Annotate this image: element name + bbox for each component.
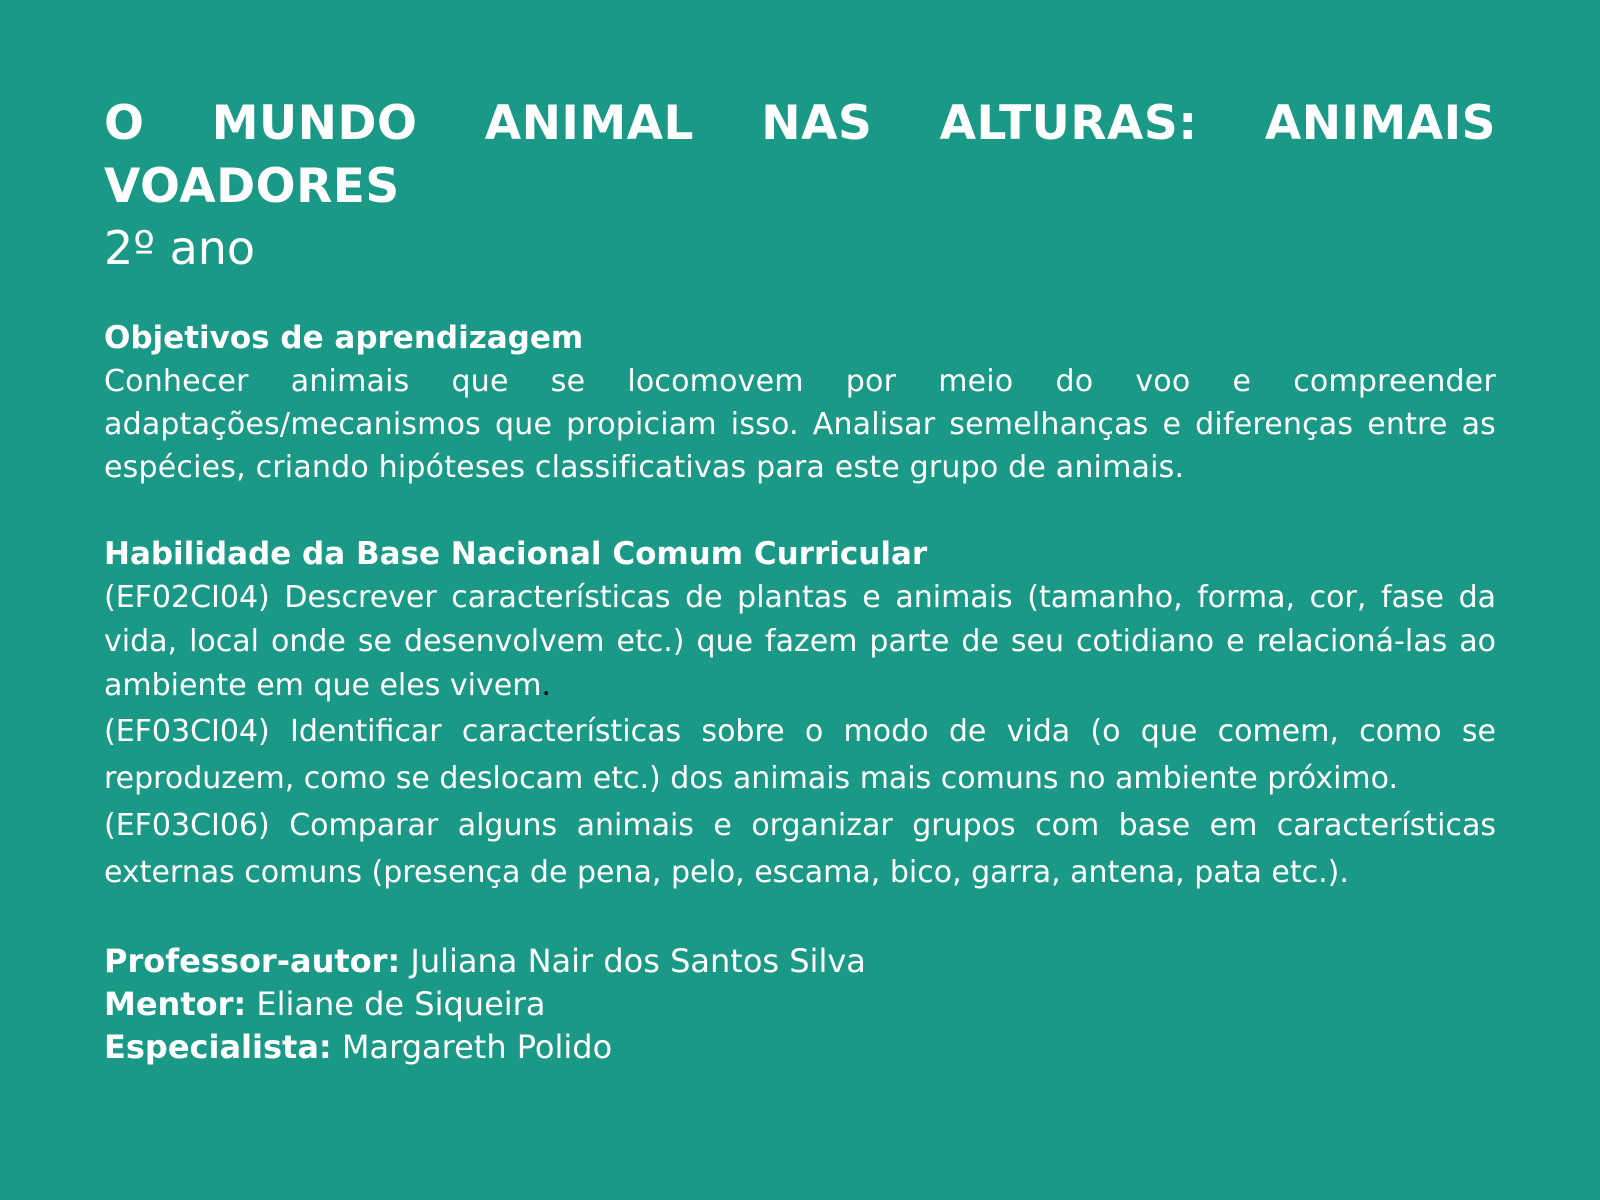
objectives-section bbox=[104, 316, 1496, 489]
bncc-heading: Habilidade da Base Nacional Comum Curricular bbox=[104, 536, 928, 572]
credit-mentor-label: Mentor: bbox=[104, 985, 247, 1023]
skill-ef02ci04-text: (EF02CI04) Descrever características de plantas e animais (tamanho, forma, cor, fase da vida, local onde se desenvolvem etc.) que fazem parte de seu cotidiano e relacioná-las ao ambiente em que eles vivem bbox=[104, 580, 1496, 703]
credit-author bbox=[104, 940, 1496, 983]
skill-ef03ci04: (EF03CI04) Identificar características sobre o modo de vida (o que comem, como se reproduzem, como se deslocam etc.) dos animais mais comuns no ambiente próximo. bbox=[104, 714, 1496, 796]
grade-label: 2º ano bbox=[104, 221, 256, 275]
credits-section bbox=[104, 940, 1496, 1069]
credit-specialist-value: Margareth Polido bbox=[341, 1028, 613, 1066]
skill-ef02ci04 bbox=[104, 576, 1496, 708]
objectives-text: Conhecer animais que se locomovem por meio do voo e compreender adaptações/mecanismos que propiciam isso. Analisar semelhanças e diferenças entre as espécies, criando hipóteses classificativas para este grupo de animais. bbox=[104, 364, 1496, 485]
section-spacer bbox=[104, 489, 1496, 532]
skill-ef03ci06: (EF03CI06) Comparar alguns animais e organizar grupos com base em características externas comuns (presença de pena, pelo, escama, bico, garra, antena, pata etc.). bbox=[104, 808, 1496, 890]
bncc-section bbox=[104, 532, 1496, 896]
slide-content bbox=[104, 92, 1496, 1069]
credit-mentor bbox=[104, 983, 1496, 1026]
credit-specialist-label: Especialista: bbox=[104, 1028, 332, 1066]
skill-ef02ci04-end-mark: . bbox=[541, 668, 551, 703]
credit-mentor-value: Eliane de Siqueira bbox=[256, 985, 546, 1023]
page-title: O MUNDO ANIMAL NAS ALTURAS: ANIMAIS VOADORES bbox=[104, 96, 1496, 214]
credit-specialist bbox=[104, 1026, 1496, 1069]
credit-author-label: Professor-autor: bbox=[104, 942, 401, 980]
credit-author-value: Juliana Nair dos Santos Silva bbox=[410, 942, 866, 980]
objectives-heading: Objetivos de aprendizagem bbox=[104, 320, 584, 356]
